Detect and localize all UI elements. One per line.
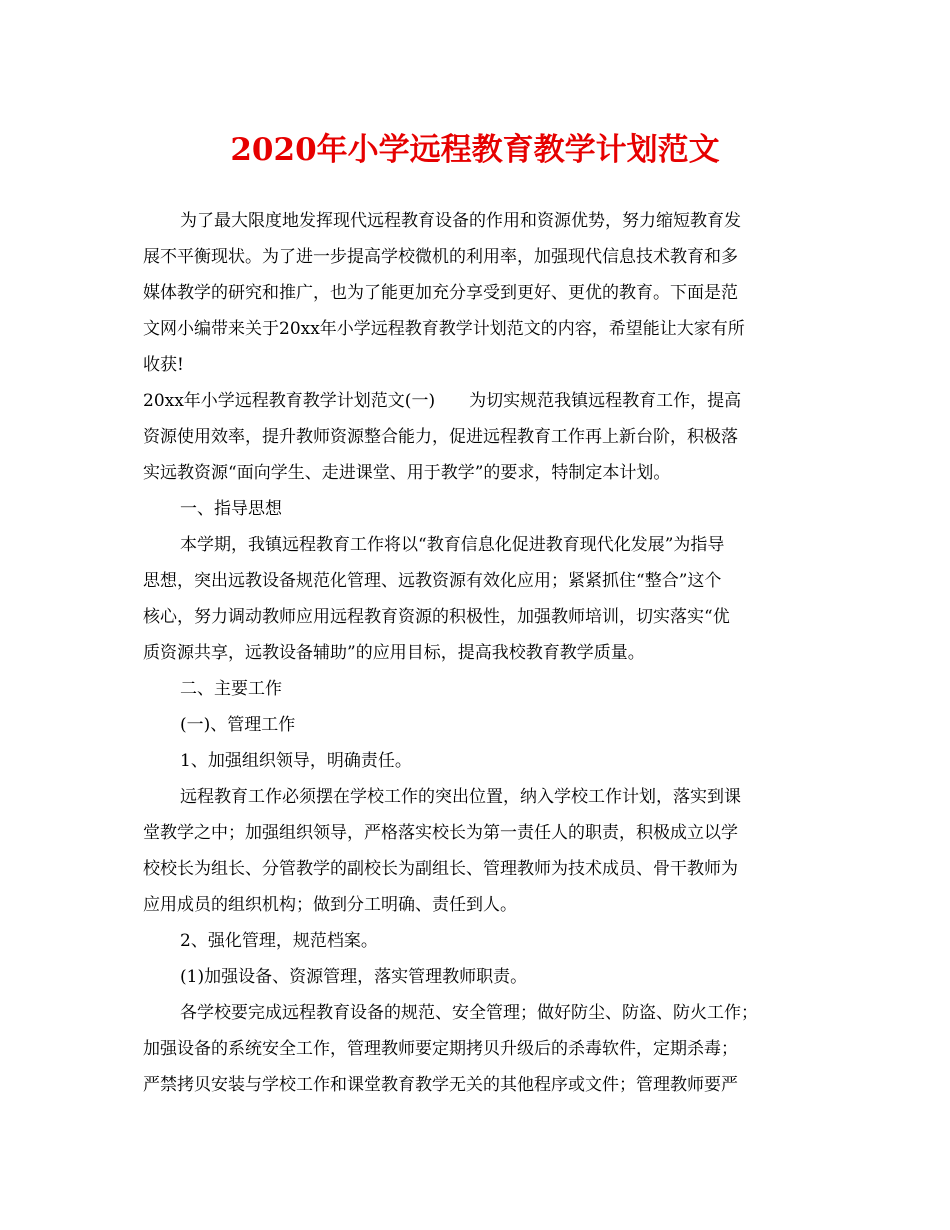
line-text: 核心，努力调动教师应用远程教育资源的积极性，加强教师培训，切实落实“优	[143, 607, 730, 627]
document-title: 2020年小学远程教育教学计划范文	[230, 132, 720, 168]
line-text: 文网小编带来关于20xx年小学远程教育教学计划范文的内容，希望能让大家有所	[143, 319, 745, 339]
paragraph-line	[143, 527, 803, 563]
paragraph-line	[143, 671, 803, 707]
paragraph-line	[143, 383, 803, 419]
line-text: 一、指导思想	[180, 499, 282, 519]
paragraph-line	[143, 707, 803, 743]
line-text: 为了最大限度地发挥现代远程教育设备的作用和资源优势，努力缩短教育发	[180, 211, 741, 231]
line-text: 各学校要完成远程教育设备的规范、安全管理；做好防尘、防盗、防火工作；	[180, 1003, 758, 1023]
paragraph-line	[143, 599, 803, 635]
paragraph-line	[143, 635, 803, 671]
line-text: 应用成员的组织机构；做到分工明确、责任到人。	[143, 895, 517, 915]
line-text: 1、加强组织领导，明确责任。	[180, 751, 412, 771]
line-text: 20xx年小学远程教育教学计划范文(一)	[143, 391, 436, 411]
line-text: (1)加强设备、资源管理，落实管理教师职责。	[180, 967, 528, 987]
line-text: 质资源共享，远教设备辅助”的应用目标，提高我校教育教学质量。	[143, 643, 645, 663]
paragraph-line	[143, 311, 803, 347]
paragraph-line	[143, 887, 803, 923]
paragraph-line	[143, 743, 803, 779]
line-text: 2、强化管理，规范档案。	[180, 931, 378, 951]
line-text: 收获!	[143, 355, 184, 375]
paragraph-line	[143, 239, 803, 275]
line-text: 严禁拷贝安装与学校工作和课堂教育教学无关的其他程序或文件；管理教师要严	[143, 1075, 738, 1095]
paragraph-line	[143, 347, 803, 383]
paragraph-line	[143, 1067, 803, 1103]
line-text: 实远教资源“面向学生、走进课堂、用于教学”的要求，特制定本计划。	[143, 463, 671, 483]
line-text: 展不平衡现状。为了进一步提高学校微机的利用率，加强现代信息技术教育和多	[143, 247, 738, 267]
paragraph-line	[143, 995, 803, 1031]
line-text: 加强设备的系统安全工作，管理教师要定期拷贝升级后的杀毒软件，定期杀毒；	[143, 1039, 738, 1059]
document-body	[143, 203, 803, 1103]
paragraph-line	[143, 923, 803, 959]
paragraph-line	[143, 959, 803, 995]
paragraph-line	[143, 275, 803, 311]
paragraph-line	[143, 419, 803, 455]
line-continuation-text: 为切实规范我镇远程教育工作，提高	[469, 391, 742, 411]
paragraph-line	[143, 203, 803, 239]
paragraph-line	[143, 851, 803, 887]
paragraph-line	[143, 779, 803, 815]
paragraph-line	[143, 455, 803, 491]
line-text: 校校长为组长、分管教学的副校长为副组长、管理教师为技术成员、骨干教师为	[143, 859, 738, 879]
line-text: 媒体教学的研究和推广，也为了能更加充分享受到更好、更优的教育。下面是范	[143, 283, 738, 303]
line-text: 远程教育工作必须摆在学校工作的突出位置，纳入学校工作计划，落实到课	[180, 787, 741, 807]
line-text: 思想，突出远教设备规范化管理、远教资源有效化应用；紧紧抓住“整合”这个	[143, 571, 722, 591]
paragraph-line	[143, 563, 803, 599]
line-text: 本学期，我镇远程教育工作将以“教育信息化促进教育现代化发展”为指导	[180, 535, 725, 555]
line-text: 堂教学之中；加强组织领导，严格落实校长为第一责任人的职责，积极成立以学	[143, 823, 738, 843]
paragraph-line	[143, 491, 803, 527]
paragraph-line	[143, 815, 803, 851]
line-text: (一)、管理工作	[180, 715, 296, 735]
line-text: 二、主要工作	[180, 679, 282, 699]
line-text: 资源使用效率，提升教师资源整合能力，促进远程教育工作再上新台阶，积极落	[143, 427, 738, 447]
paragraph-line	[143, 1031, 803, 1067]
